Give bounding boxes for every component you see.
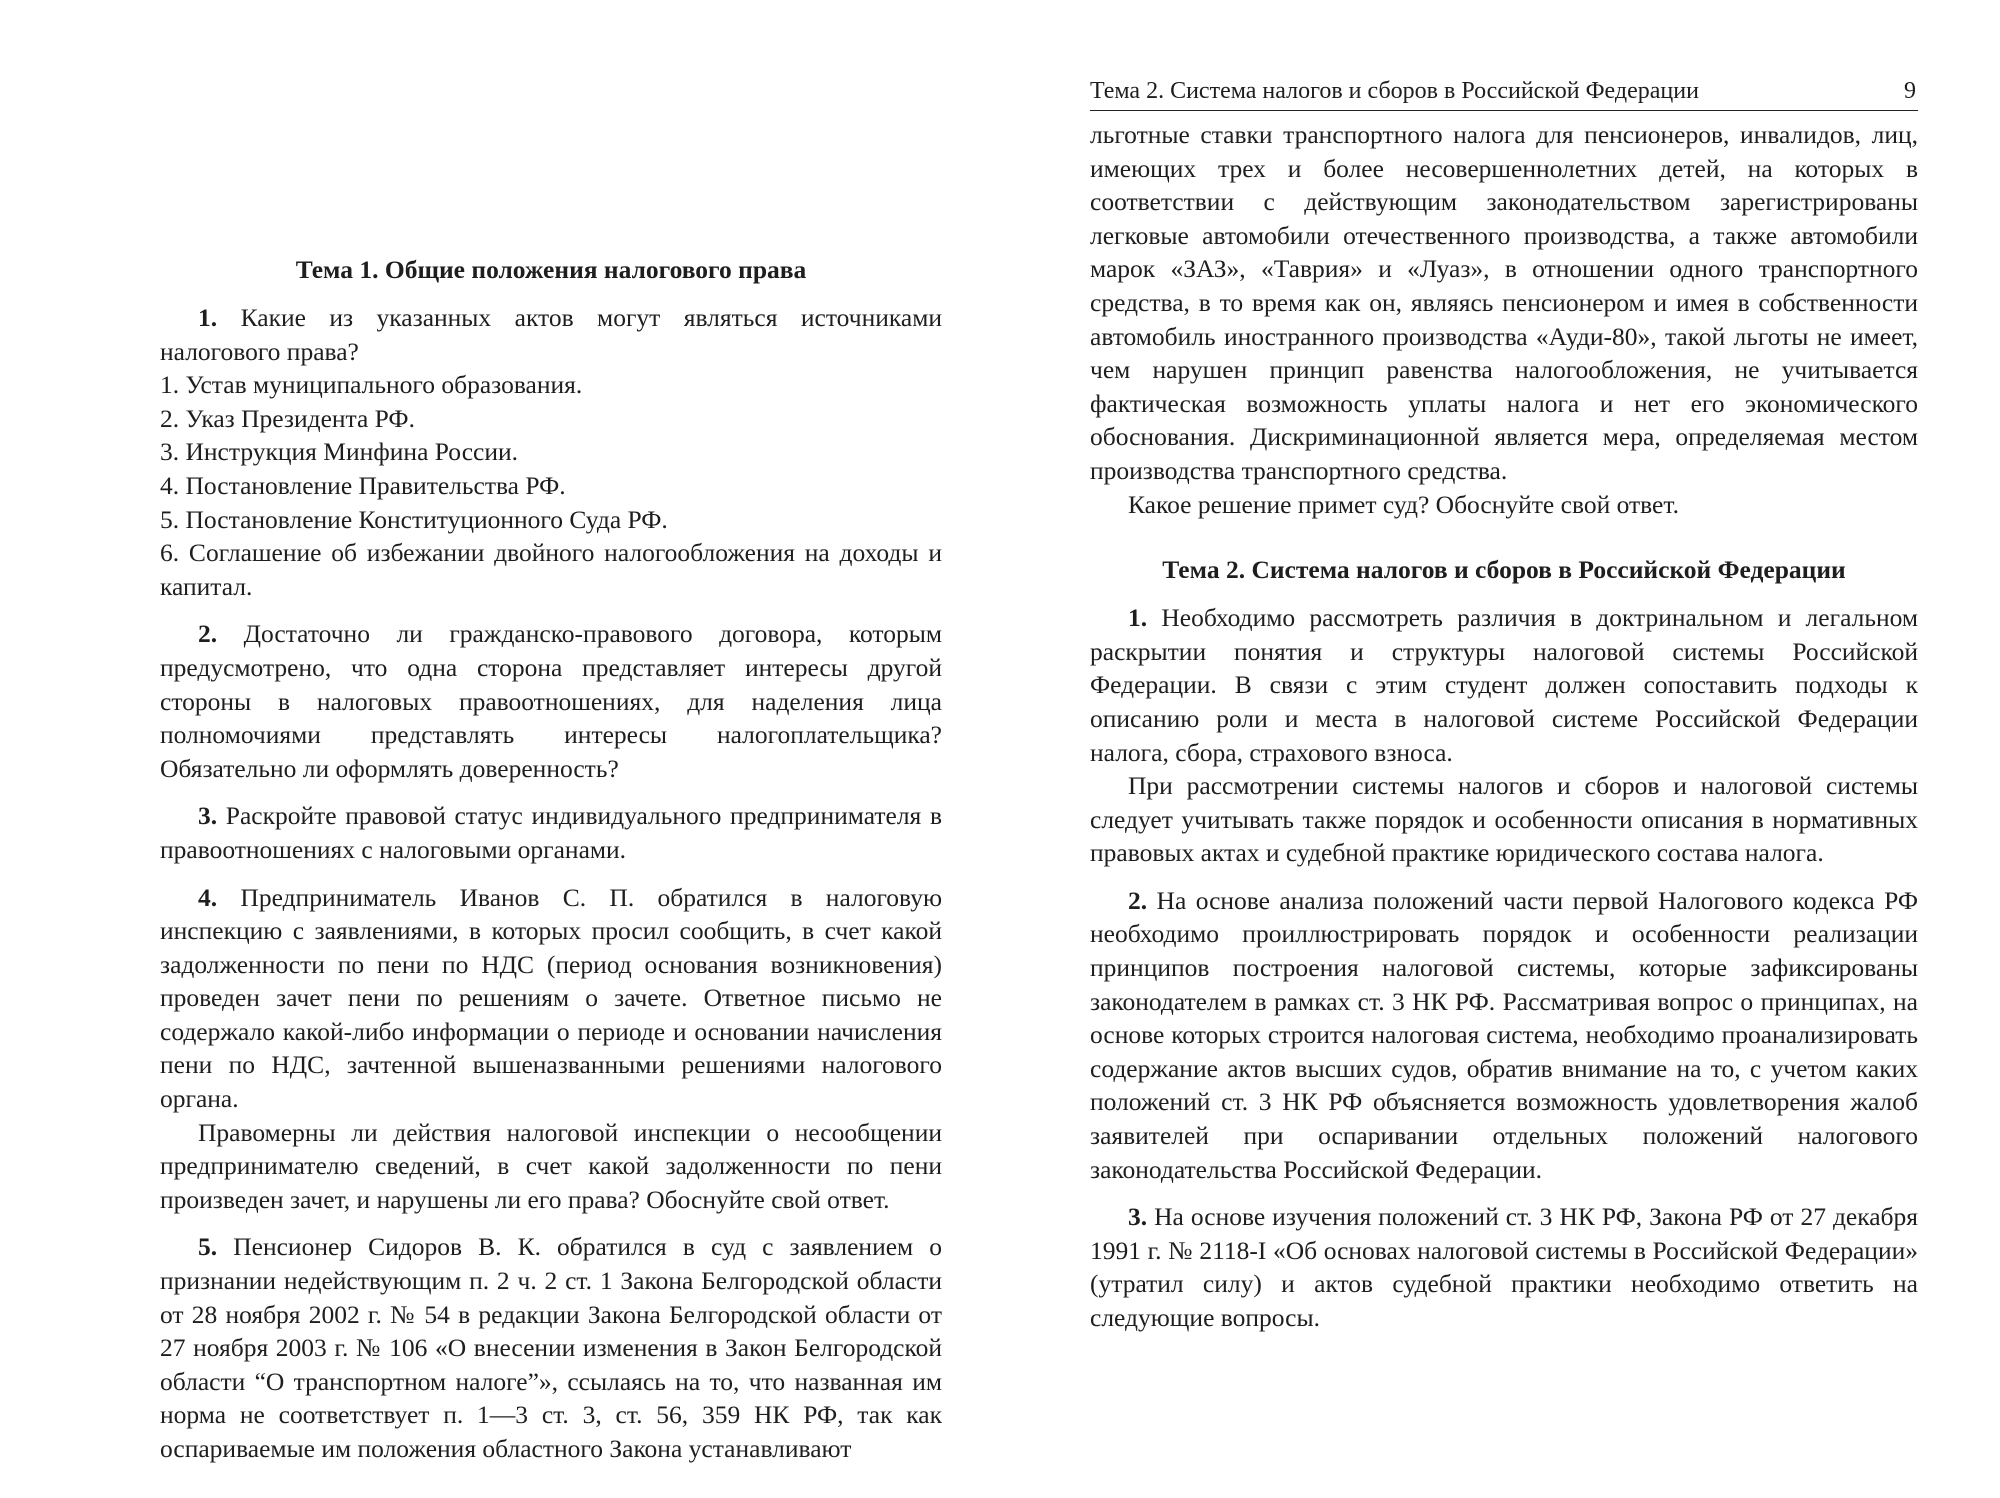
question-text: Предприниматель Иванов С. П. обратился в налоговую инспекцию с заявлениями, в которых просил сообщить, в счет какой задолженности по пени по НДС (период основания возникновения) проведен зачет пени по решениям о зачете. Ответное письмо не содержало какой-либо информации о периоде и основании начисления пени по НДС, зачтенной вышеназванными решениями налогового органа. bbox=[160, 882, 943, 1114]
question-2 bbox=[160, 617, 942, 785]
topic-1-heading: Тема 1. Общие положения налогового права bbox=[295, 255, 807, 284]
topic-2-question-1-followup: При рассмотрении системы налогов и сборов и налоговой системы следует учитывать также порядок и особенности описания в нормативных правовых актах и судебной практике юридического состава налога. bbox=[1090, 771, 1918, 868]
right-page bbox=[1090, 0, 1920, 1498]
topic-2-question-3 bbox=[1090, 1200, 1918, 1334]
question-5-prompt: Какое решение примет суд? Обоснуйте свой ответ. bbox=[1128, 489, 1679, 519]
question-number: 2. bbox=[1128, 885, 1148, 915]
right-page-body bbox=[1090, 118, 1918, 1335]
question-4-followup: Правомерны ли действия налоговой инспекции о несообщении предпринимателю сведений, в счет какой задолженности по пени произведен зачет, и нарушены ли его права? Обоснуйте свой ответ. bbox=[160, 1117, 942, 1214]
question-number: 3. bbox=[1128, 1202, 1148, 1232]
page-number: 9 bbox=[1904, 78, 1916, 104]
question-text: Какие из указанных актов могут являться источниками налогового права? bbox=[160, 303, 942, 366]
question-number: 1. bbox=[198, 303, 218, 332]
list-item: 6. Соглашение об избежании двойного налогообложения на доходы и капитал. bbox=[160, 538, 942, 601]
question-5-continuation: льготные ставки транспортного налога для пенсионеров, инвалидов, лиц, имеющих трех и более несовершеннолетних детей, на которых в соответствии с действующим законодательством зарегистрированы легковые автомобили отечественного производства, а также автомобили марок «ЗАЗ», «Таврия» и «Луаз», в отношении одного транспортного средства, в то время как он, являясь пенсионером и имея в собственности автомобиль иностранного производства «Ауди-80», такой льготы не имеет, чем нарушен принцип равенства налогообложения, не учитывается фактическая возможность уплаты налога и нет его экономического обоснования. Дискриминационной является мера, определяемая местом производства транспортного средства. bbox=[1090, 120, 1918, 485]
question-text: На основе анализа положений части первой Налогового кодекса РФ необходимо проиллюстрировать порядок и особенности реализации принципов построения налоговой системы, которые зафиксированы законодателем в рамках ст. 3 НК РФ. Рассматривая вопрос о принципах, на основе которых строится налоговая система, необходимо проанализировать содержание актов высших судов, обратив внимание на то, с учетом каких положений ст. 3 НК РФ объясняется возможность удовлетворения жалоб заявителей при оспаривании отдельных положений налогового законодательства Российской Федерации. bbox=[1090, 885, 1919, 1184]
question-text: Достаточно ли гражданско-правового договора, которым предусмотрено, что одна сторона представляет интересы другой стороны в налоговых правоотношениях, для наделения лица полномочиями представлять интересы налогоплательщика? Обязательно ли оформлять доверенность? bbox=[160, 619, 943, 783]
question-1 bbox=[160, 301, 942, 368]
running-head-title: Тема 2. Система налогов и сборов в Российской Федерации bbox=[1090, 78, 1699, 104]
list-item: 3. Инструкция Минфина России. bbox=[160, 437, 518, 467]
list-item: 1. Устав муниципального образования. bbox=[160, 370, 583, 400]
list-item: 5. Постановление Конституционного Суда РФ. bbox=[160, 504, 668, 534]
question-text: Раскройте правовой статус индивидуального предпринимателя в правоотношениях с налоговыми органами. bbox=[160, 801, 942, 864]
topic-2-heading: Тема 2. Система налогов и сборов в Российской Федерации bbox=[1162, 555, 1846, 585]
left-page bbox=[160, 0, 942, 1498]
question-text: На основе изучения положений ст. 3 НК РФ, Закона РФ от 27 декабря 1991 г. № 2118-I «Об основах налоговой системы в Российской Федерации» (утратил силу) и актов судебной практики необходимо ответить на следующие вопросы. bbox=[1090, 1202, 1919, 1332]
question-number: 2. bbox=[198, 619, 218, 649]
left-page-body bbox=[160, 253, 942, 1466]
question-number: 4. bbox=[198, 882, 218, 912]
running-head bbox=[1090, 74, 1918, 111]
question-text: Пенсионер Сидоров В. К. обратился в суд с заявлением о признании недействующим п. 2 ч. 2 ст. 1 Закона Белгородской области от 28 ноября 2002 г. № 54 в редакции Закона Белгородской области от 27 ноября 2003 г. № 106 «О внесении изменения в Закон Белгородской области “О транспортном налоге”», ссылаясь на то, что названная им норма не соответствует п. 1—3 ст. 3, ст. 56, 359 НК РФ, так как оспариваемые им положения областного Закона устанавливают bbox=[160, 1232, 943, 1463]
topic-2-question-1 bbox=[1090, 601, 1918, 769]
list-item: 2. Указ Президента РФ. bbox=[160, 403, 415, 433]
topic-2-question-2 bbox=[1090, 884, 1918, 1186]
question-number: 1. bbox=[1128, 603, 1148, 633]
question-4 bbox=[160, 881, 942, 1116]
question-5 bbox=[160, 1230, 942, 1465]
question-3 bbox=[160, 799, 942, 866]
list-item: 4. Постановление Правительства РФ. bbox=[160, 470, 566, 500]
question-text: Необходимо рассмотреть различия в доктринальном и легальном раскрытии понятия и структуры налоговой системы Российской Федерации. В связи с этим студент должен сопоставить подходы к описанию роли и места в налоговой системе Российской Федерации налога, сбора, страхового взноса. bbox=[1090, 603, 1919, 767]
question-number: 5. bbox=[198, 1232, 218, 1262]
question-number: 3. bbox=[198, 801, 218, 831]
